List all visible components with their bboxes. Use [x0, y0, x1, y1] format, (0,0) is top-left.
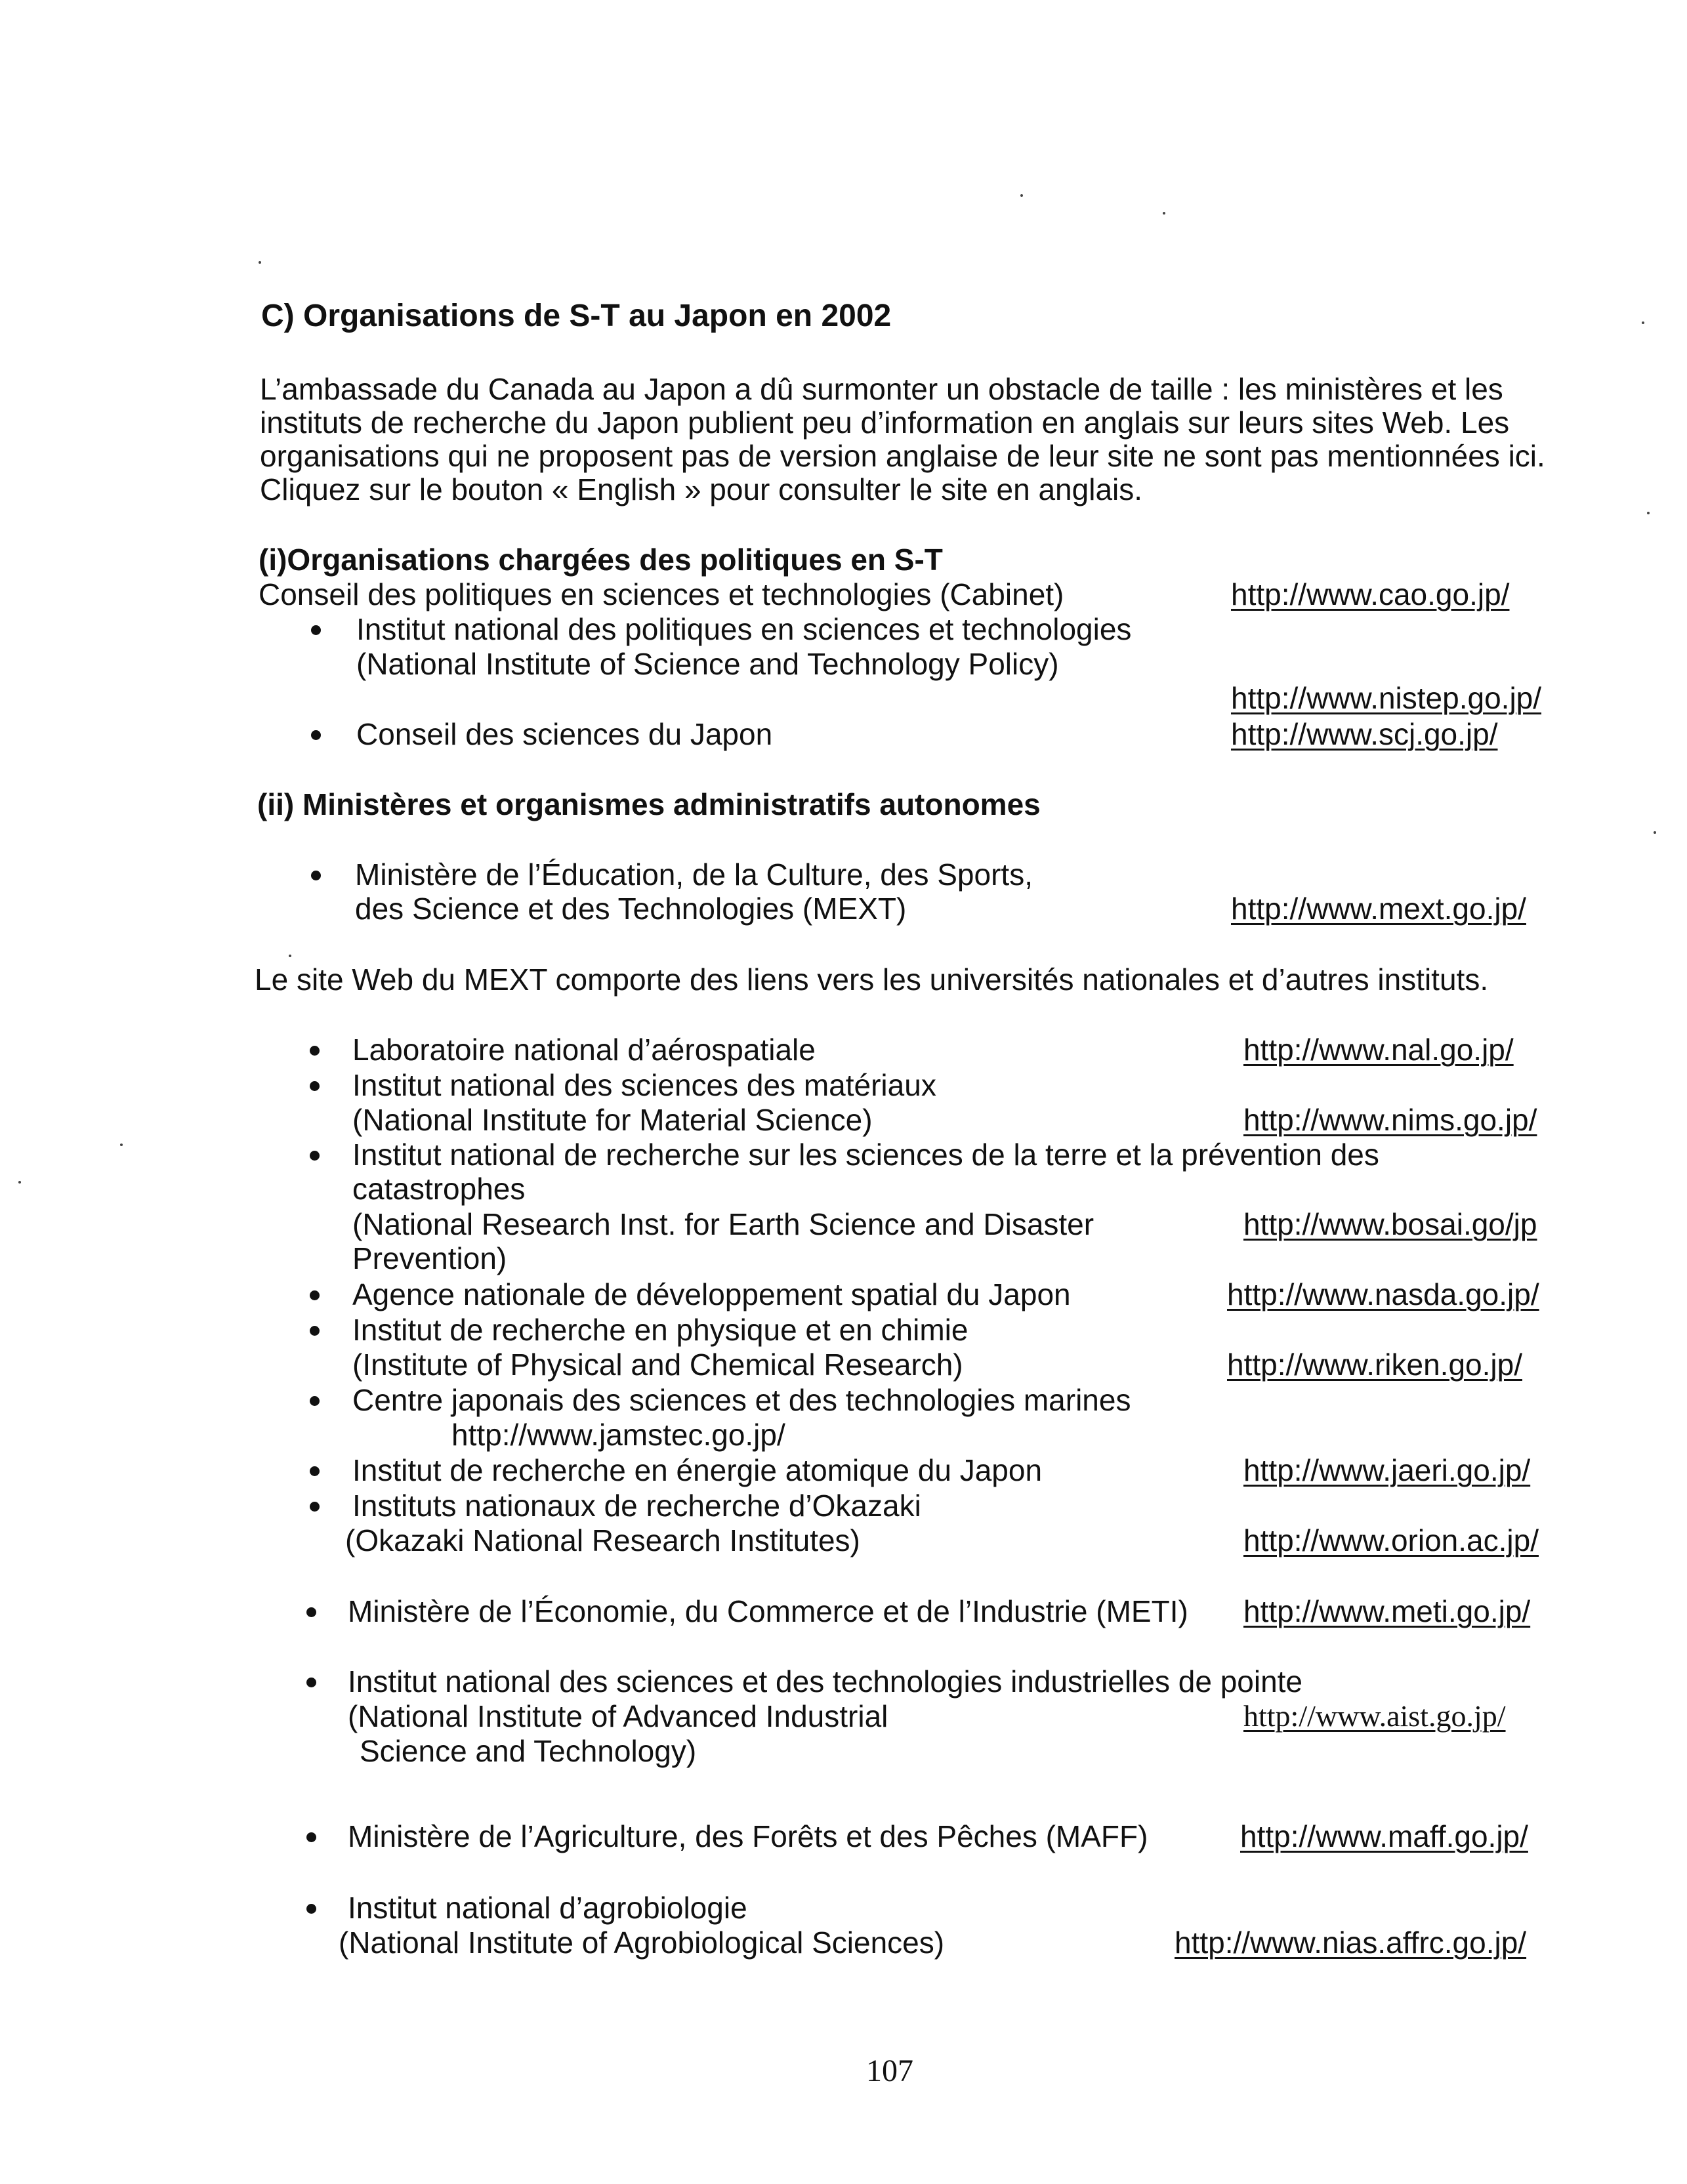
link-nal[interactable]: http://www.nal.go.jp/	[1243, 1033, 1514, 1067]
link-bosai[interactable]: http://www.bosai.go/jp	[1243, 1207, 1537, 1241]
part-i-lead: Conseil des politiques en sciences et technologies (Cabinet)	[259, 577, 1064, 611]
bullet-icon	[311, 871, 321, 880]
nistep-name: Institut national des politiques en sciences et technologies	[356, 612, 1132, 646]
link-scj[interactable]: http://www.scj.go.jp/	[1231, 717, 1498, 751]
link-maff[interactable]: http://www.maff.go.jp/	[1240, 1819, 1528, 1853]
scan-speck	[120, 1144, 123, 1146]
scan-speck	[1647, 512, 1650, 514]
bullet-icon	[310, 1396, 320, 1406]
okazaki-name-en: (Okazaki National Research Institutes)	[345, 1523, 860, 1557]
okazaki-name: Instituts nationaux de recherche d’Okazaki	[352, 1489, 921, 1523]
bosai-name-2: catastrophes	[352, 1172, 526, 1206]
section-title: C) Organisations de S-T au Japon en 2002	[261, 299, 892, 333]
mext-note: Le site Web du MEXT comporte des liens vers les universités nationales et d’autres instituts.	[255, 962, 1489, 997]
scan-speck	[1020, 194, 1023, 197]
nasda-name: Agence nationale de développement spatial du Japon	[352, 1277, 1071, 1311]
intro-line-2: instituts de recherche du Japon publient peu d’information en anglais sur leurs sites Web. Les	[260, 405, 1510, 440]
scan-speck	[18, 1181, 21, 1184]
bosai-name-en: (National Research Inst. for Earth Science and Disaster	[352, 1207, 1094, 1241]
riken-name: Institut de recherche en physique et en chimie	[352, 1313, 968, 1347]
jamstec-url-text: http://www.jamstec.go.jp/	[451, 1418, 785, 1452]
bullet-icon	[306, 1832, 316, 1842]
page-number: 107	[866, 2053, 913, 2088]
scan-speck	[1163, 212, 1165, 215]
link-nistep[interactable]: http://www.nistep.go.jp/	[1231, 681, 1542, 715]
bosai-name: Institut national de recherche sur les sciences de la terre et la prévention des	[352, 1138, 1379, 1172]
maff-name: Ministère de l’Agriculture, des Forêts et des Pêches (MAFF)	[348, 1819, 1148, 1853]
link-okazaki[interactable]: http://www.orion.ac.jp/	[1243, 1523, 1539, 1557]
scan-speck	[259, 261, 261, 264]
part-i-heading: (i)Organisations chargées des politiques en S-T	[259, 543, 943, 577]
bullet-icon	[310, 1502, 320, 1512]
link-jaeri[interactable]: http://www.jaeri.go.jp/	[1243, 1453, 1531, 1487]
mext-name: Ministère de l’Éducation, de la Culture, des Sports,	[355, 857, 1033, 892]
nias-name: Institut national d’agrobiologie	[348, 1891, 747, 1925]
nims-name: Institut national des sciences des matériaux	[352, 1068, 936, 1102]
bullet-icon	[306, 1607, 316, 1617]
bullet-icon	[311, 625, 321, 635]
nias-name-en: (National Institute of Agrobiological Sciences)	[339, 1926, 945, 1960]
jamstec-name: Centre japonais des sciences et des technologies marines	[352, 1383, 1131, 1417]
jaeri-name: Institut de recherche en énergie atomique du Japon	[352, 1453, 1043, 1487]
intro-line-1: L’ambassade du Canada au Japon a dû surmonter un obstacle de taille : les ministères et les	[260, 372, 1503, 406]
link-cao[interactable]: http://www.cao.go.jp/	[1231, 577, 1510, 611]
scan-speck	[1654, 831, 1656, 834]
nal-name: Laboratoire national d’aérospatiale	[352, 1033, 816, 1067]
bullet-icon	[310, 1046, 320, 1056]
aist-name-en: (National Institute of Advanced Industrial	[348, 1699, 888, 1733]
mext-name-2: des Science et des Technologies (MEXT)	[355, 892, 907, 926]
bullet-icon	[310, 1466, 320, 1476]
part-ii-heading: (ii) Ministères et organismes administratifs autonomes	[257, 787, 1041, 821]
bullet-icon	[306, 1678, 316, 1687]
link-nias[interactable]: http://www.nias.affrc.go.jp/	[1175, 1926, 1527, 1960]
intro-line-3: organisations qui ne proposent pas de version anglaise de leur site ne sont pas mentionnées ici.	[260, 439, 1545, 473]
bullet-icon	[311, 730, 321, 740]
scan-speck	[289, 955, 291, 957]
link-aist[interactable]: http://www.aist.go.jp/	[1243, 1699, 1506, 1733]
bosai-name-en-2: Prevention)	[352, 1241, 507, 1275]
link-meti[interactable]: http://www.meti.go.jp/	[1243, 1594, 1531, 1628]
link-mext[interactable]: http://www.mext.go.jp/	[1231, 892, 1526, 926]
link-riken[interactable]: http://www.riken.go.jp/	[1227, 1348, 1522, 1382]
bullet-icon	[310, 1081, 320, 1091]
link-nasda[interactable]: http://www.nasda.go.jp/	[1227, 1277, 1539, 1311]
meti-name: Ministère de l’Économie, du Commerce et de l’Industrie (METI)	[348, 1594, 1188, 1628]
intro-line-4: Cliquez sur le bouton « English » pour consulter le site en anglais.	[260, 472, 1143, 506]
scan-speck	[1642, 321, 1644, 324]
nims-name-en: (National Institute for Material Science)	[352, 1103, 873, 1137]
scj-name: Conseil des sciences du Japon	[356, 717, 773, 751]
nistep-name-en: (National Institute of Science and Technology Policy)	[356, 647, 1059, 681]
riken-name-en: (Institute of Physical and Chemical Research)	[352, 1348, 963, 1382]
aist-name: Institut national des sciences et des technologies industrielles de pointe	[348, 1664, 1303, 1699]
bullet-icon	[310, 1151, 320, 1161]
bullet-icon	[310, 1326, 320, 1336]
link-nims[interactable]: http://www.nims.go.jp/	[1243, 1103, 1537, 1137]
bullet-icon	[310, 1290, 320, 1300]
aist-name-en-2: Science and Technology)	[360, 1734, 697, 1768]
bullet-icon	[306, 1904, 316, 1914]
